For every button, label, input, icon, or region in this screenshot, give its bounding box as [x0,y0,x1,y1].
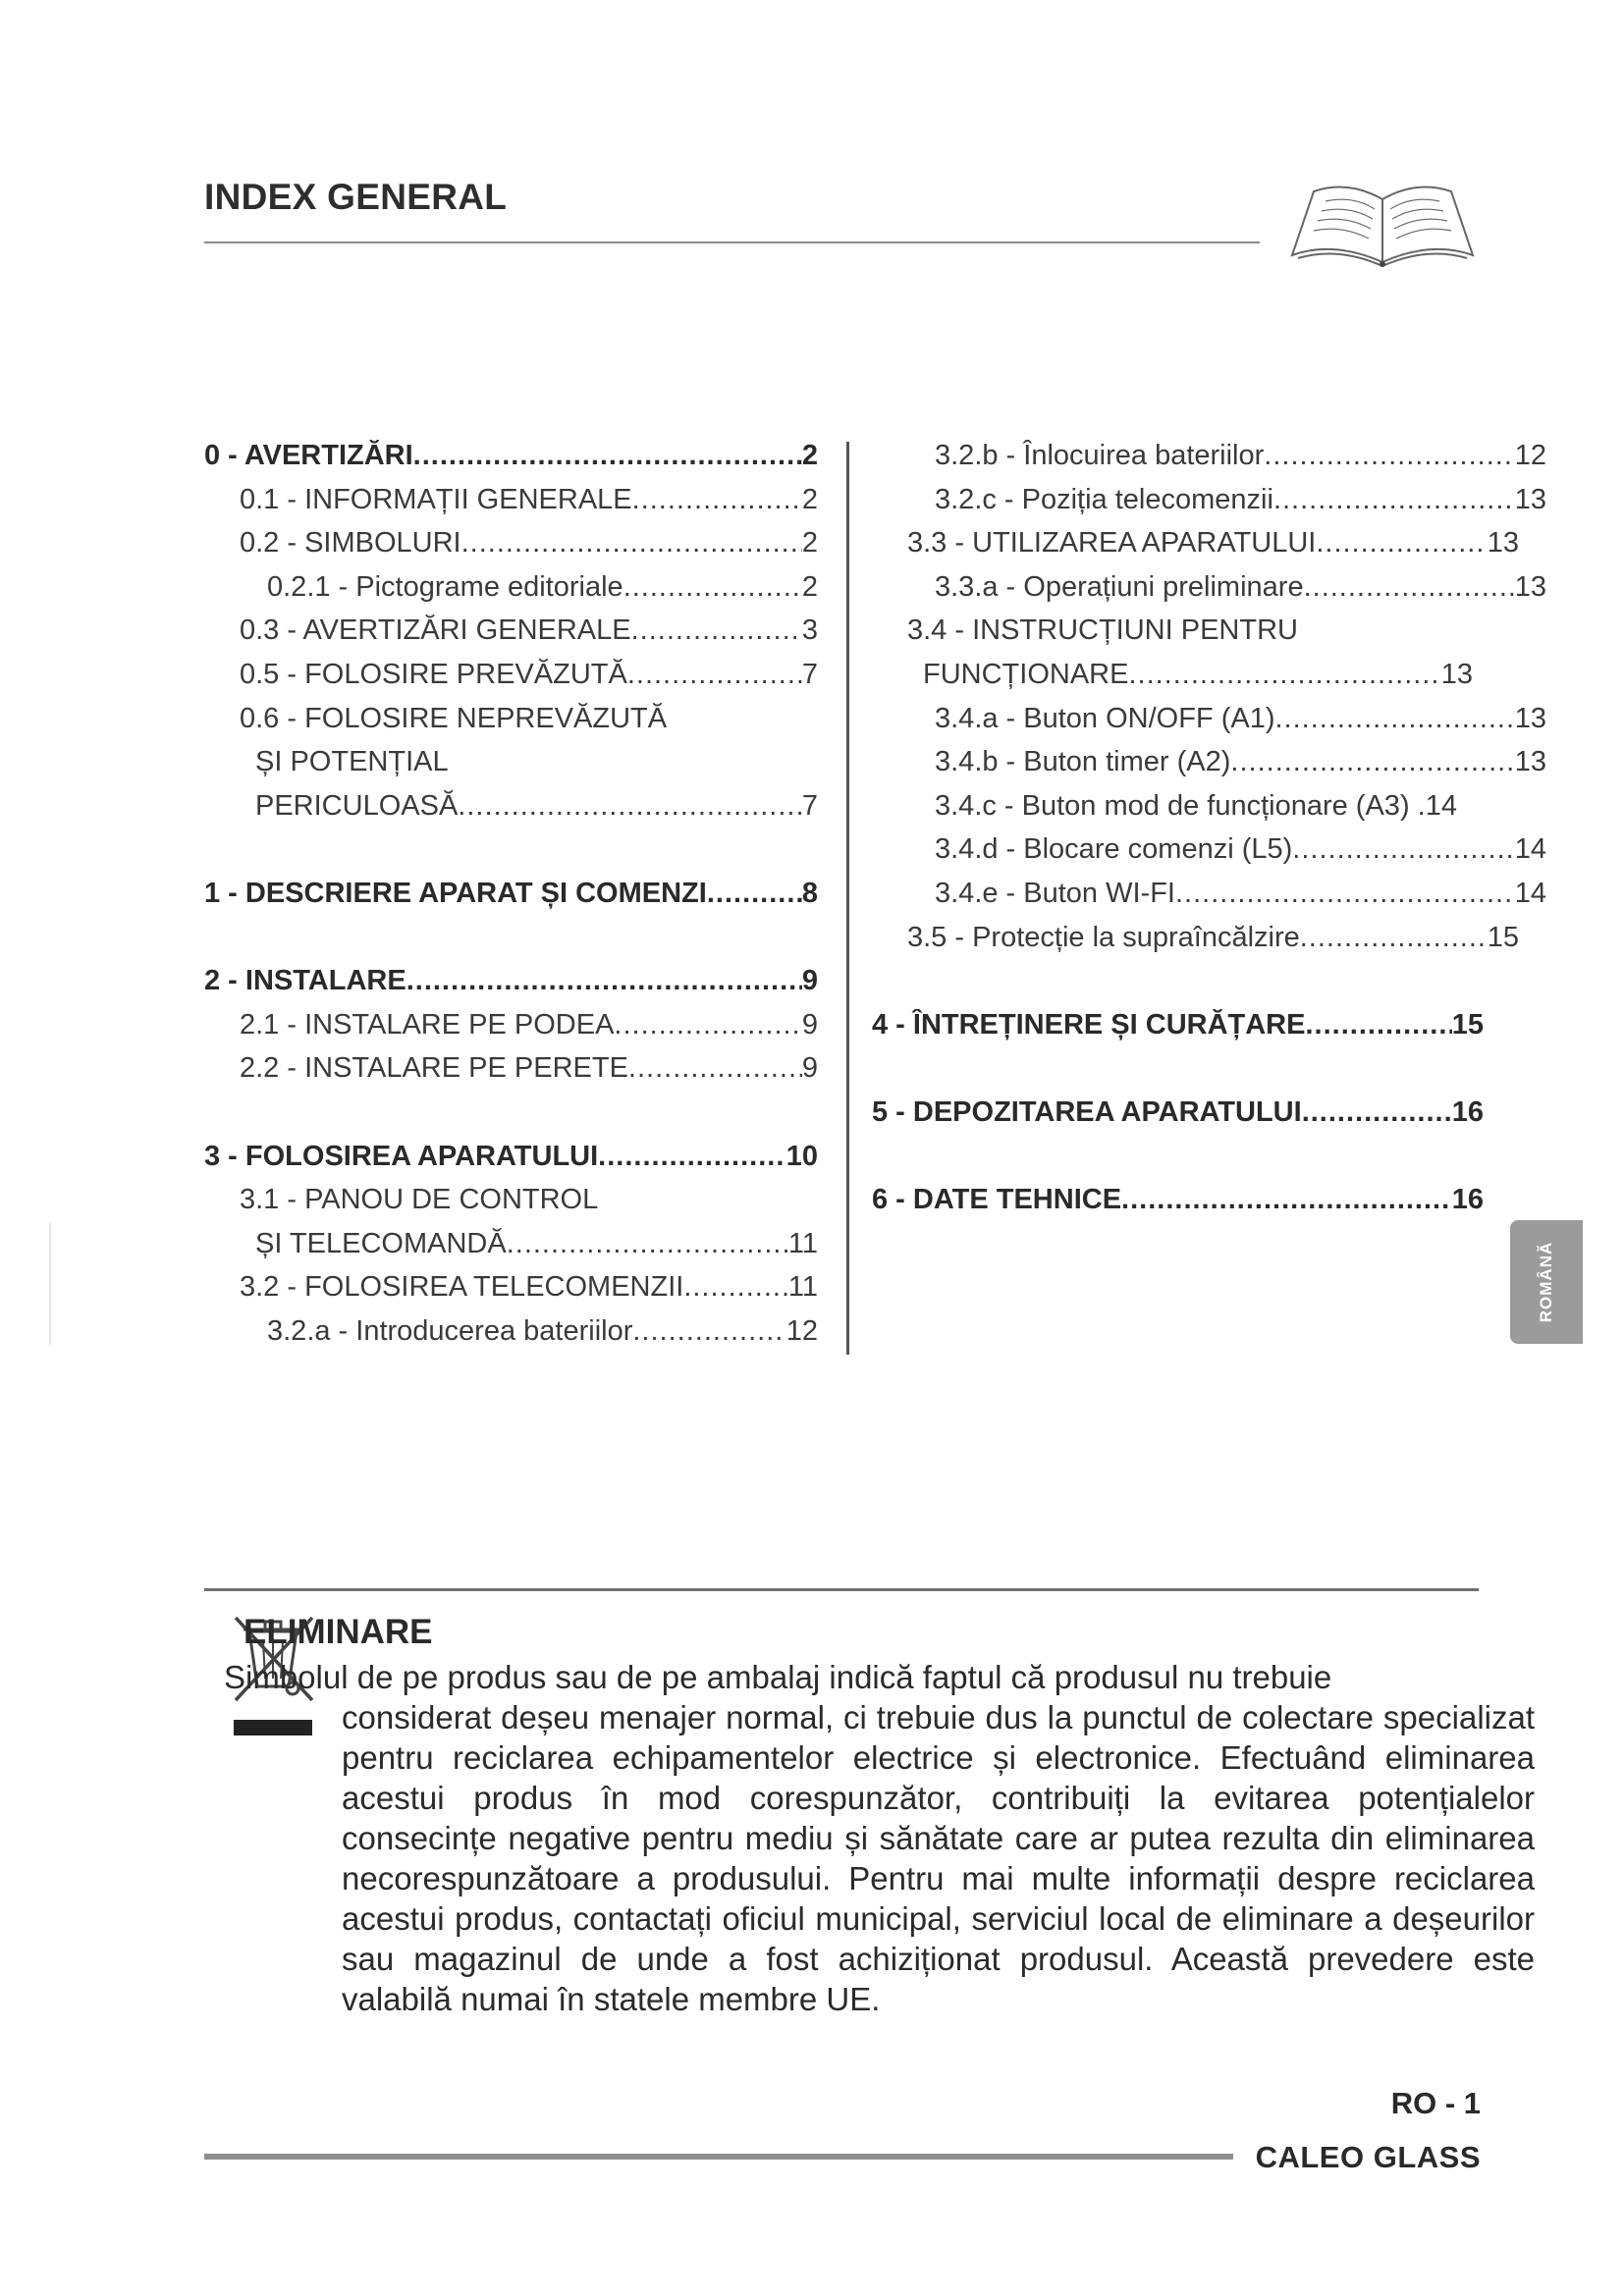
toc-entry-label: 0 - AVERTIZĂRI [204,440,413,471]
toc-entry-label: PERICULOASĂ [255,789,459,822]
toc-entry-page: 2 [801,483,818,515]
toc-leader-dots [1316,527,1487,560]
toc-entry-label: 2.1 - INSTALARE PE PODEA [240,1008,615,1041]
toc-entry-label: 0.2 - SIMBOLURI [240,527,461,560]
toc-entry-label: 3.2.a - Introducerea bateriilor [267,1314,633,1347]
disposal-first-line: Simbolul de pe produs sau de pe ambalaj indică faptul că produsul nu trebuie [224,1659,1332,1695]
toc-entry[interactable] [204,1271,818,1315]
toc-leader-dots [632,484,802,516]
toc-spacer [204,833,818,878]
toc-entry-label: 3.2 - FOLOSIREA TELECOMENZII [240,1271,684,1304]
toc-entry-label: 3.4.a - Buton ON/OFF (A1) [935,702,1275,734]
page-number: RO - 1 [1390,2086,1481,2120]
toc-left-column [204,440,818,1359]
toc-entry-page: 16 [1451,1095,1484,1128]
language-tab [1510,1220,1583,1344]
toc-leader-dots [1275,703,1515,735]
toc-entry[interactable] [872,1096,1484,1141]
toc-spacer [872,1141,1486,1185]
toc-leader-dots [1121,1184,1452,1216]
toc-entry[interactable] [872,484,1546,528]
toc-entry-label: 3.4.c - Buton mod de funcționare (A3) . [935,789,1426,822]
toc-entry[interactable] [872,790,1546,834]
toc-leader-dots [1230,746,1514,778]
toc-entry[interactable] [872,659,1473,703]
toc-spacer [872,1052,1486,1096]
toc-entry-page: 9 [801,1008,818,1041]
toc-entry-label: 3.4 - INSTRUCȚIUNI PENTRU [907,614,1298,647]
toc-leader-dots [632,1315,785,1348]
toc-entry-page: 13 [1514,746,1546,778]
toc-entry[interactable] [204,614,818,659]
toc-entry-page: 13 [1440,658,1473,690]
toc-entry[interactable] [872,440,1546,484]
toc-entry-label: 0.5 - FOLOSIRE PREVĂZUTĂ [240,658,627,690]
toc-entry[interactable] [872,571,1546,615]
toc-entry[interactable] [872,614,1519,659]
toc-leader-dots [1273,484,1515,516]
toc-leader-dots [1128,659,1440,691]
disposal-divider [204,1588,1479,1591]
toc-entry[interactable] [204,878,818,922]
toc-leader-dots [1305,1009,1451,1041]
toc-leader-dots [614,1009,801,1041]
toc-spacer [204,922,818,966]
toc-entry-label: 3.1 - PANOU DE CONTROL [240,1184,599,1216]
toc-leader-dots [1302,1096,1452,1129]
toc-entry-page: 10 [785,1140,818,1172]
toc-entry[interactable] [872,833,1546,878]
toc-entry-page: 7 [801,789,818,822]
toc-leader-dots [461,527,802,560]
toc-entry-label: 6 - DATE TEHNICE [872,1184,1122,1216]
toc-leader-dots [631,614,802,647]
toc-entry[interactable] [204,1184,818,1228]
toc-entry-page: 14 [1514,877,1546,909]
toc-entry-label: 1 - DESCRIERE APARAT ȘI COMENZI [204,877,707,909]
toc-entry-label: 4 - ÎNTREȚINERE ȘI CURĂȚARE [872,1008,1306,1041]
toc-entry-label: 3.4.d - Blocare comenzi (L5) [935,833,1293,866]
toc-leader-dots [458,790,802,823]
toc-leader-dots [1292,833,1514,866]
toc-leader-dots [683,1271,788,1304]
toc-entry-page: 16 [1451,1184,1484,1216]
toc-entry[interactable] [204,659,818,703]
toc-entry-label: 3.3.a - Operațiuni preliminare [935,570,1304,603]
open-book-icon [1284,172,1481,270]
toc-entry[interactable] [204,703,818,747]
toc-entry-page: 3 [801,614,818,647]
toc-entry-label: 2.2 - INSTALARE PE PERETE [240,1052,628,1085]
toc-leader-dots [707,878,802,910]
toc-entry-label: 3 - FOLOSIREA APARATULUI [204,1140,599,1172]
toc-entry-label: ȘI TELECOMANDĂ [255,1227,507,1259]
toc-leader-dots [623,571,802,604]
toc-leader-dots [627,659,802,691]
toc-entry[interactable] [204,1315,818,1360]
toc-right-column [872,440,1546,1228]
toc-entry[interactable] [204,527,818,571]
toc-entry-label: 3.5 - Protecție la supraîncălzire [907,921,1300,953]
toc-leader-dots [406,965,802,997]
toc-entry-label: 3.4.e - Buton WI-FI [935,877,1175,909]
toc-entry[interactable] [872,922,1519,966]
toc-entry[interactable] [204,440,818,484]
toc-entry-page: 14 [1425,789,1457,822]
toc-entry-page: 12 [785,1314,818,1347]
toc-entry[interactable] [204,571,818,615]
toc-entry-label: FUNCȚIONARE [923,658,1129,690]
toc-leader-dots [1175,878,1515,910]
toc-entry-page: 14 [1514,833,1546,866]
title-divider [204,241,1260,243]
toc-entry-page: 13 [1514,702,1546,734]
toc-entry[interactable] [204,965,818,1009]
disposal-text: considerat deșeu menajer normal, ci trebuie dus la punctul de colectare specializat pentru reciclarea echipamentelor electrice și electronice. Efectuând eliminarea acestui produs în mod corespunzător, contribuiți la evitarea potențialelor consecințe negative pentru mediu și sănătate care ar putea rezulta din eliminarea necorespunzătoare a produsului. Pentru mai multe informații despre reciclarea acestui produs, contactați oficiul municipal, serviciul local de eliminare a deșeurilor sau magazinul de unde a fost achiziționat produsul. Această prevedere este valabilă numai în statele membre UE. [342,1699,1535,2017]
toc-entry[interactable] [204,1009,818,1053]
toc-entry[interactable] [204,1052,818,1096]
toc-entry-page: 9 [801,965,818,997]
toc-entry-page: 8 [801,877,818,909]
edge-mark [49,1222,51,1345]
toc-entry[interactable] [204,484,818,528]
toc-entry[interactable] [204,1141,818,1185]
toc-entry-page: 13 [1487,527,1519,560]
toc-entry-label: 3.4.b - Buton timer (A2) [935,746,1231,778]
toc-entry-label: 0.3 - AVERTIZĂRI GENERALE [240,614,631,647]
toc-entry-page: 2 [801,440,818,471]
page-title: INDEX GENERAL [204,177,508,217]
toc-entry[interactable] [872,1009,1484,1053]
toc-leader-dots [1304,571,1515,604]
toc-entry[interactable] [204,1228,818,1272]
toc-entry-page: 13 [1514,483,1546,515]
toc-entry-page: 15 [1451,1008,1484,1041]
toc-entry-page: 2 [801,527,818,560]
toc-leader-dots [413,440,802,472]
toc-entry-label: 0.6 - FOLOSIRE NEPREVĂZUTĂ [240,702,668,734]
toc-entry-page: 7 [801,658,818,690]
toc-entry-label: 5 - DEPOZITAREA APARATULUI [872,1095,1302,1128]
toc-entry-label: 0.1 - INFORMAȚII GENERALE [240,483,632,515]
disposal-title: ELIMINARE [244,1613,433,1651]
toc-entry-page: 13 [1514,570,1546,603]
toc-entry-page: 15 [1487,921,1519,953]
product-name: CALEO GLASS [1255,2140,1481,2174]
toc-entry-page: 9 [801,1052,818,1085]
toc-entry[interactable] [204,790,818,834]
toc-entry-page: 2 [801,570,818,603]
toc-leader-dots [1300,922,1488,954]
toc-entry-label: 3.2.c - Poziția telecomenzii [935,483,1273,515]
toc-entry[interactable] [872,746,1546,790]
toc-entry[interactable] [872,527,1519,571]
footer-rule [204,2154,1233,2160]
toc-entry[interactable] [872,878,1546,922]
toc-entry-page: 11 [787,1271,818,1304]
toc-entry-label: ȘI POTENȚIAL [255,746,449,778]
toc-entry-label: 0.2.1 - Pictograme editoriale [267,570,623,603]
toc-entry-label: 3.2.b - Înlocuirea bateriilor [935,440,1265,471]
toc-leader-dots [628,1052,802,1085]
toc-leader-dots [598,1141,786,1173]
toc-leader-dots [1264,440,1514,472]
toc-spacer [872,965,1486,1009]
toc-spacer [204,1096,818,1141]
toc-entry-page: 12 [1514,440,1546,471]
toc-entry[interactable] [872,1184,1484,1228]
toc-leader-dots [507,1228,788,1260]
toc-entry[interactable] [872,703,1546,747]
column-divider [846,442,849,1355]
toc-entry-label: 3.3 - UTILIZAREA APARATULUI [907,527,1317,560]
toc-entry[interactable] [204,746,818,790]
language-tab-label: ROMÂNĂ [1537,1241,1555,1323]
toc-entry-page: 11 [787,1227,818,1259]
toc-entry-label: 2 - INSTALARE [204,965,406,997]
